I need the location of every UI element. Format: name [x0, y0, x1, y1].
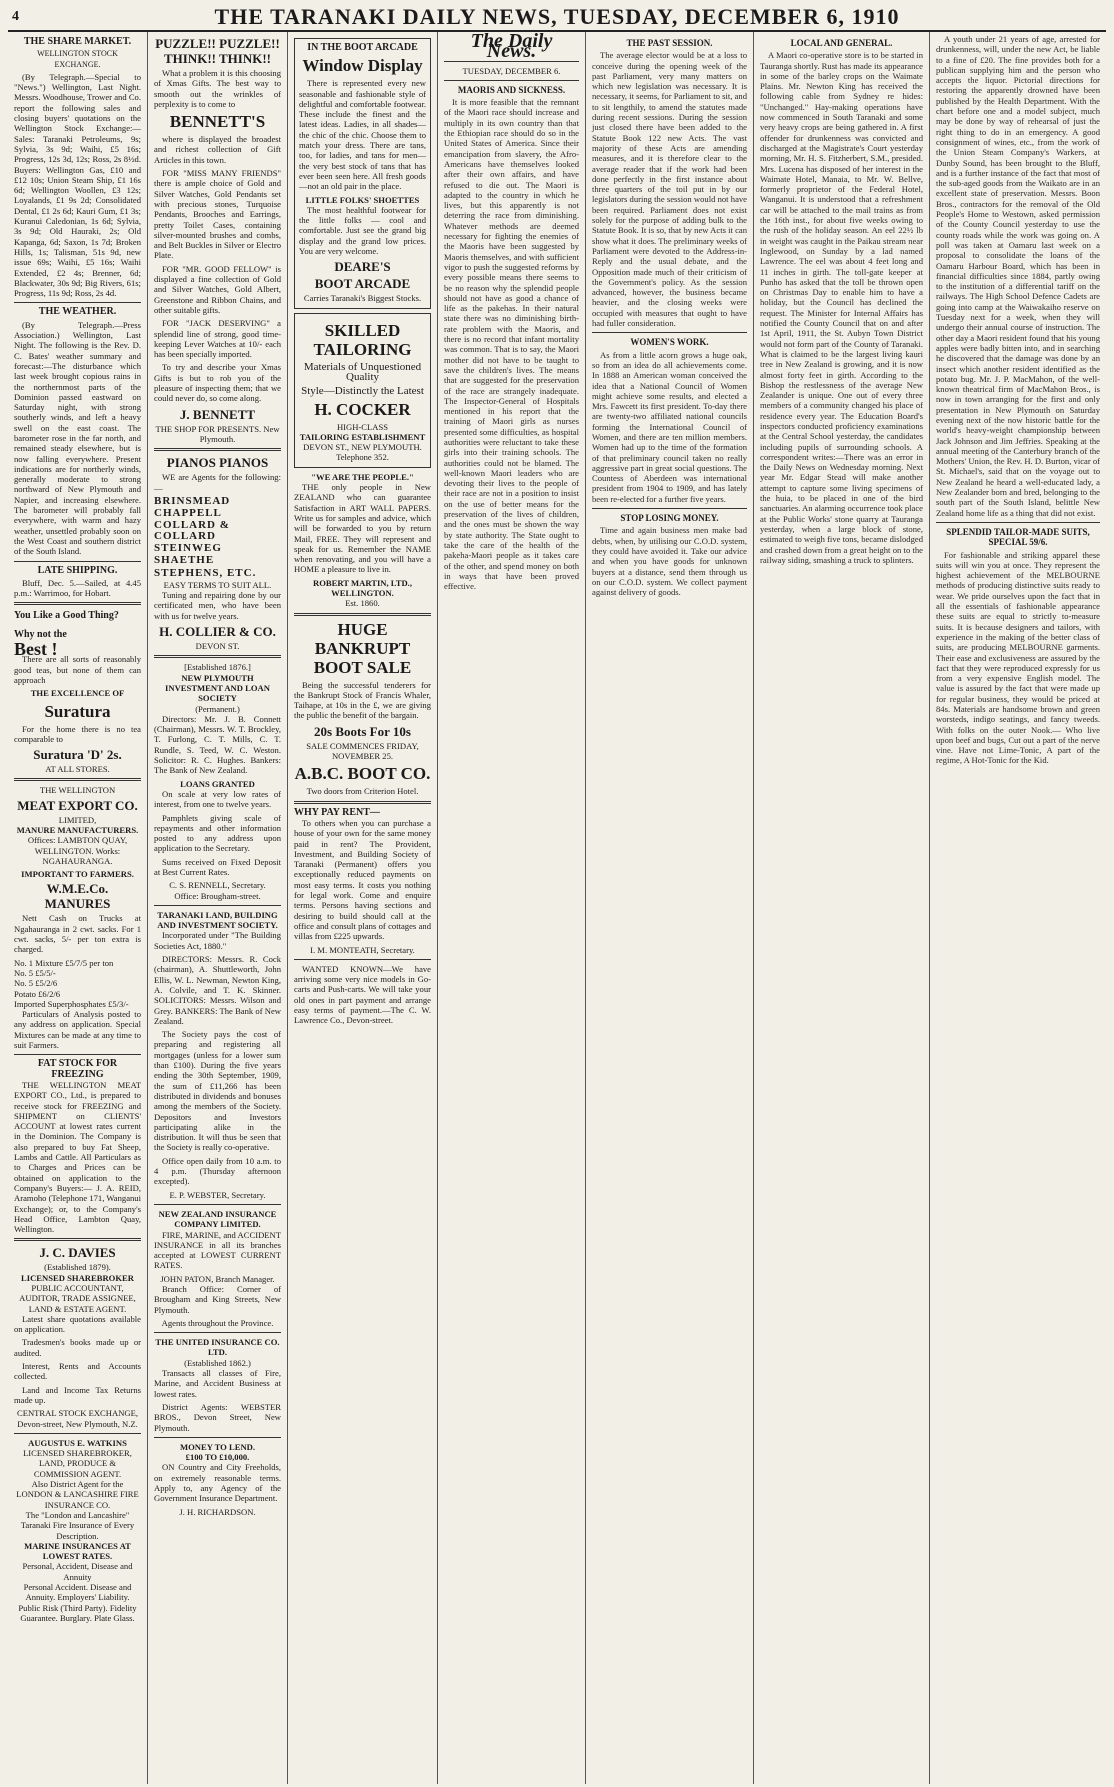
- shoettes-title: LITTLE FOLKS' SHOETTES: [305, 194, 420, 205]
- local-general-heading: LOCAL AND GENERAL.: [790, 38, 893, 48]
- piano-brands: [154, 496, 281, 578]
- boots-title: 20s Boots For 10s: [314, 723, 411, 739]
- nz-insurance-title: NEW ZEALAND INSURANCE COMPANY LIMITED.: [158, 1208, 277, 1230]
- bennetts-title: BENNETT'S: [169, 112, 266, 132]
- district-text: District Agents: WEBSTER BROS., Devon Street, New Plymouth.: [154, 1401, 281, 1433]
- pianos-title: PIANOS PIANOS: [166, 455, 269, 471]
- weather-heading: THE WEATHER.: [38, 306, 117, 318]
- watkins-agent: Also District Agent for the LONDON & LANCASHIRE FIRE INSURANCE CO.: [16, 1479, 139, 1510]
- tailoring-line: TAILORING ESTABLISHMENT: [299, 431, 426, 442]
- masthead-title: THE TARANAKI DAILY NEWS, TUESDAY, DECEMBER 6, 1910: [214, 4, 900, 29]
- brand-item: SHAETHE: [154, 554, 215, 567]
- stock-exchange-subhead: WELLINGTON STOCK EXCHANGE.: [37, 49, 118, 69]
- daily-news-title: The Daily News.: [470, 32, 553, 63]
- in-boot-arcade: IN THE BOOT ARCADE: [307, 42, 418, 53]
- bennetts-text: where is displayed the broadest and richest collection of Gift Articles in this town.: [154, 134, 281, 165]
- best-text: There are all sorts of reasonably good teas, but none of them can approach: [14, 654, 141, 685]
- womens-work-heading: WOMEN'S WORK.: [630, 337, 709, 348]
- weather-text: (By Telegraph.—Press Association.) Wellington, Last Night. The following is the Rev. D. C. Bates' weather summary and forecast:—The disturbance which last week brought copious rains in the northernmost parts of the Dominion passed eastward on Saturday night, with strong southerly winds, and left a heavy swell on the east coast. The barometer rose in the far north, and remained steady elsewhere, but is now falling everywhere. Present indications are for northerly winds, generally moderate to strong northward of New Plymouth and Napier, and increasing elsewhere. The barometer will probably fall everywhere, with warm and hazy weather, unsettled probably soon on the West Coast and southern district of the South Island.: [14, 319, 141, 557]
- watkins-text: LICENSED SHAREBROKER, LAND, PRODUCE & COMMISSION AGENT.: [23, 1448, 132, 1479]
- puzzle-text: What a problem it is this choosing of Xmas Gifts. The best way to smooth out the wrinkles of perplexity is to come to: [154, 68, 281, 109]
- column-7: [930, 32, 1106, 1784]
- branch-text: Branch Office: Corner of Brougham and King Streets, New Plymouth.: [154, 1283, 281, 1315]
- column-6: [754, 32, 930, 1784]
- column-3: [288, 32, 438, 1784]
- column-4: [438, 32, 586, 1784]
- personal-line: Personal, Accident, Disease and Annuity: [22, 1561, 133, 1582]
- boot-arcade-title: BOOT ARCADE: [314, 276, 411, 292]
- window-text: There is represented every new seasonable and fashionable style of delightful and comfortable footwear. These include the finest and the latest ideas. Ladies, in all shades—the chic of the chic. Choose them to match your dress. There are tans, too, for ladies, and tans for men—the very best stock of tans that has ever been seen here. All fresh goods—not an old pair in the place.: [299, 78, 426, 192]
- sharebroker-land: Land and Income Tax Returns made up.: [14, 1384, 141, 1405]
- share-market-text: (By Telegraph.—Special to "News.") Wellington, Last Night. Messrs. Woodhouse, Trower and Co. report the following sales and closing buyers' quotations on the Wellington Stock Exchange:—Sales: Taranaki Petroleums, 9s; Sylvia, 3s 9d; Waihi, £5 16s; Progress, 12s 3d, 12s; Ross, 2s 8½d. Buyers: Wellington Gas, £10 and £12 10s; Union Steam Ship, £1 16s 6d; Wellington Woollen, £3 12s; Loyalands, £1 9s 2d; Consolidated Dental, £1 2s 6d; Kauri Gum, £1 3s; Kuranui Caledonian, 1s 6d; Sylvia, 3s 9d; Old Hauraki, 2s; Old Kapanga, 6d; Saxon, 1s 7d; Broken Hills, 1s; Talisman, 51s 9d, new issue 69s; Waihi, £5 16s; Waihi Extended, £2 4s; Brenner, 6d; Blackwater, 30s 9d; Big Rivers, 61s; Progress, 11s 9d; Ross, 2s 4d.: [14, 71, 141, 299]
- local-general-text: A Maori co-operative store is to be started in Tauranga shortly. Rust has made its appearance in some of the barley crops on the Waimate Plains. Mr. Newton King has received the following cable from Sydney re hides: "Unchanged." Hay-making operations have now commenced in South Taranaki and some very heavy crops are being gathered in. A first offender for drunkenness was convicted and discharged at the Magistrate's Court yesterday morning, Mr. H. S. Fitzherbert, S.M., presided. Mrs. Lucena has disposed of her interest in the Waimate Hotel, Manaia, to Mr. W. Bellve, formerly proprietor of the Federal Hotel, Wanganui. It is understood that a refreshment car will be attached to the mail trains as from the 16th inst., for about five weeks owing to the rush of the holiday season. An eel 22½ lb in weight was caught in the Paikau stream near Inglewood, on Sunday by a lad named Lawrence. The eel was about 4 feet long and 11 inches in girth. The toll-gate keeper at Punho has asked that the toll be thrown open on Christmas Day to enable him to have a holiday, but the Council has declined the request. The Minister for Internal Affairs has notified the County Council that on and after 1st April, 1911, the St. Aubyn Town District would not form part of the County of Taranaki. What is claimed to be the largest living kauri tree in New Zealand is growing, and it is now almost forty feet in girth. According to the Bishop the restlessness of the average New Zealander is unique. One out of every three members of a community changed his place of residence every year. The Education Board's inspectors conducted proficiency examinations at the Central School yesterday, the candidates including pupils of surrounding schools. A correspondent writes:—There was an error in the Daily News on Wednesday morning. Next year Mr. Edgar Stead will make another attempt to capture some living specimens of the huia, to be placed in one of the bird sanctuaries. An alarming occurrence took place at the Public Works' stone quarry at Tauranga yesterday, when a large block of stone, estimated to weigh five tons, became dislodged and crashed down from a great height on to the railway siding, smashing a truck to splinters.: [760, 50, 924, 565]
- editorial-heading: MAORIS AND SICKNESS.: [457, 84, 566, 95]
- fatstock-title: FAT STOCK FOR FREEZING: [37, 1058, 118, 1080]
- meat-export-title: MEAT EXPORT CO.: [17, 797, 138, 813]
- tlb-text: Incorporated under "The Building Societies Act, 1880.": [154, 930, 281, 951]
- past-session-text: The average elector would be at a loss to conceive during the opening week of the past Parliament, very many matters on which new legislation was necessary. It is necessary, it seems, for Parliament to sit, and to sit lengthily, to amend the statutes made during recent sessions. During the session just closed there have been added to the Statute Book 122 new Acts. The vast majority of these Acts are amending measures, and it is therefore clear to the average reader that if the work had been done perfectly in the first instance about three quarters of the toil put in by our legislators during the session would not have been required. Parliament does not exist solely for the purpose of adding bulk to the Statute Book. It is so, that by new Acts it can show what it does. The preliminary weeks of Parliament were devoted to the Address-in-Reply and the usual debate, and the Opposition made much of their criticism of the Government's policy. As the session advanced, however, the business became heavier, and the closing weeks were occupied with measures that ought to have had fuller consideration.: [592, 50, 747, 329]
- tlb-hours: Office open daily from 10 a.m. to 4 p.m. (Thursday afternoon excepted).: [154, 1155, 281, 1187]
- offices-line: Offices: LAMBTON QUAY, WELLINGTON. Works: NGAHAURANGA.: [27, 835, 128, 866]
- loans-text: On scale at very low rates of interest, from one to twelve years.: [154, 788, 281, 810]
- sharebroker-text: PUBLIC ACCOUNTANT, AUDITOR, TRADE ASSIGNEE, LAND & ESTATE AGENT.: [19, 1282, 136, 1314]
- stop-losing-text: Time and again business men make bad debts, when, by utilising our C.O.D. system, they could have avoided it. Take our advice and when you have goods for unknown buyers at a distance, send them through us on our C.O.D. system. We collect payment against delivery of goods.: [592, 525, 747, 598]
- carries-line: Carries Taranaki's Biggest Stocks.: [303, 293, 422, 304]
- price-super: Imported Superphosphates £5/3/-: [14, 998, 129, 1009]
- important-line: IMPORTANT TO FARMERS.: [21, 869, 134, 880]
- suratura-d-title: Suratura 'D' 2s.: [33, 747, 122, 763]
- why-rent-title: WHY PAY RENT—: [294, 806, 380, 818]
- tel-line: Telephone 352.: [336, 452, 389, 463]
- deare-title: DEARE'S: [334, 259, 391, 275]
- central-exchange: CENTRAL STOCK EXCHANGE, Devon-street, New Plymouth, N.Z.: [16, 1408, 139, 1429]
- paton-line: JOHN PATON, Branch Manager.: [160, 1273, 275, 1284]
- highclass-line: HIGH-CLASS: [336, 421, 389, 432]
- manure-text: Nett Cash on Trucks at Ngahauranga in 2 cwt. sacks. For 1 cwt. sacks, 5/- per ton extra is charged.: [14, 913, 141, 955]
- wanted-text: WANTED KNOWN—We have arriving some very nice models in Go-carts and Push-carts. We will take your old ones in part payment and arrange easy terms of payment.—The C. W. Lawrence Co., Devon-street.: [294, 963, 431, 1026]
- fire-text: FIRE, MARINE, and ACCIDENT INSURANCE in all its branches accepted at LOWEST CURRENT RATES.: [154, 1229, 281, 1271]
- bennett-name: J. BENNETT: [179, 406, 256, 422]
- analysis-text: Particulars of Analysis posted to any address on application. Special Mixtures can be made at any time to suit Farmers.: [14, 1009, 141, 1051]
- brand-item: CHAPPELL: [154, 507, 222, 520]
- skilled-tailoring-title: SKILLED TAILORING: [313, 320, 412, 359]
- est-1862: (Established 1862.): [184, 1357, 251, 1368]
- money-title: MONEY TO LEND.: [179, 1441, 256, 1452]
- limited-line: LIMITED,: [58, 814, 97, 825]
- womens-work-text: As from a little acorn grows a huge oak, so from an idea do all achievements come. In 1888 an American woman conceived the idea that a National Council of Women might achieve some results, and elected a Mrs. Fawcett its first president. To-day there are twenty-two affiliated national councils forming the International Council of Women, and there are ten million members. Women had up to the time of the formation of that preliminary council taken no really aggressive part in great social questions. The Countess of Aberdeen was international president from 1904 to 1909, and has lately been re-elected for a further five years.: [592, 349, 747, 504]
- personal-list: Personal Accident. Disease and Annuity. Employers' Liability. Public Risk (Third Party). Fidelity Guarantee. Burglary. Plate Glass.: [18, 1582, 137, 1623]
- estab-1876: [Established 1876.]: [184, 662, 251, 673]
- davies-est: (Established 1879).: [44, 1262, 111, 1273]
- cocker-title: H. COCKER: [314, 399, 411, 419]
- wmeco-title: W.M.E.Co. MANURES: [44, 881, 111, 912]
- easy-terms: EASY TERMS TO SUIT ALL.: [163, 579, 272, 590]
- tlb-directors: DIRECTORS: Messrs. R. Cock (chairman), A. Shuttleworth, John Ellis, W. L. Newman, Newton King, A. Colvile, and T. K. Skinner. SOLICITORS: Messrs. Wilson and Grey. BANKERS: The Bank of New Zealand.: [154, 954, 281, 1026]
- column-1: [8, 32, 148, 1784]
- tuning-text: Tuning and repairing done by our certificated men, who have been with us for twelve years.: [154, 590, 281, 621]
- devon-line: DEVON ST., NEW PLYMOUTH.: [303, 442, 422, 453]
- fatstock-text: THE WELLINGTON MEAT EXPORT CO., Ltd., is prepared to receive stock for FREEZING and SHIPMENT on CLIENTS' ACCOUNT at lowest rates current in the Dominion. The Company is also prepared to buy Fat Sheep, Lambs and Cattle. All Particulars as to Charges and Prices can be obtained on application to the Company's Buyers:— J. A. REID, Aramoho (Telephone 171, Wanganui Exchange); or, to the Company's Head Office, Lambton Quay, Wellington.: [14, 1079, 141, 1235]
- share-market-heading: THE SHARE MARKET.: [23, 36, 132, 47]
- page-number: 4: [12, 9, 19, 24]
- why-text: To others when you can purchase a house of your own for the same money paid in rent? The Provident, Investment, and Building Society of Taranaki (Permanent) offers you exceptionally reduced payments on most easy terms. It costs you nothing for legal work. Come and enquire terms. Persons having sections and desiring to build should call at the office and consult plans of cottages and villas from £225 upwards.: [294, 817, 431, 942]
- shipping-text: Bluff, Dec. 5.—Sailed, at 4.45 p.m.: Warrimoo, for Hobart.: [14, 577, 141, 599]
- stop-losing-heading: STOP LOSING MONEY.: [620, 513, 719, 524]
- watkins-ltd: The "London and Lancashire" Taranaki Fire Insurance of Every Description.: [20, 1509, 135, 1541]
- presents-line: THE SHOP FOR PRESENTS. New Plymouth.: [155, 423, 280, 444]
- money-amount: £100 TO £10,000.: [185, 1452, 250, 1463]
- directors-text: Directors: Mr. J. B. Connett (Chairman), Messrs. W. T. Brockley, T. Furlong, C. T. Mills, C. T. Rundle, S. Teed, W. C. Weston. Solicitor: R. C. Hughes. Bankers: The Bank of New Zealand.: [154, 713, 281, 776]
- best-line: Best !: [14, 639, 58, 660]
- people-title: "WE ARE THE PEOPLE.": [311, 471, 414, 482]
- price-no5b: No. 5 £5/2/6: [14, 978, 58, 989]
- np-permanent: (Permanent.): [195, 703, 240, 714]
- brand-item: COLLARD & COLLARD: [154, 519, 230, 542]
- shoettes-text: The most healthful footwear for the little folks — cool and comfortable. Just see the grand big display and the grand low prices. You are very welcome.: [299, 204, 426, 257]
- est-1860: Est. 1860.: [345, 598, 380, 609]
- huge-sale-title: HUGE BANKRUPT BOOT SALE: [313, 619, 412, 677]
- puzzle-title: PUZZLE!! PUZZLE!! THINK!! THINK!!: [155, 36, 280, 66]
- column-2: [148, 32, 288, 1784]
- marine-line: MARINE INSURANCES AT LOWEST RATES.: [24, 1540, 131, 1562]
- price-potato: Potato £6/2/6: [14, 988, 61, 999]
- robert-line: ROBERT MARTIN, LTD., WELLINGTON.: [313, 577, 412, 598]
- window-display-ad: [294, 38, 431, 309]
- splendid-suits-heading: SPLENDID TAILOR-MADE SUITS, SPECIAL 59/6.: [946, 526, 1090, 548]
- agents-line: WE are Agents for the following:—: [154, 472, 281, 493]
- many-friends-text: FOR "MISS MANY FRIENDS" there is ample choice of Gold and Silver Watches, Gold Pendants set with precious stones, Turquoise Pendants, Brooches and Earrings, pretty Toilet Cases, containing silver-mounted brushes and combs, and Belt Buckles in Silver or Electro Plate.: [154, 168, 281, 261]
- try-text: To try and describe your Xmas Gifts is but to rob you of the pleasure of inspecting them; that we could never do, so come along.: [154, 362, 281, 404]
- davies-title: J. C. DAVIES: [39, 1245, 116, 1261]
- sharebroker-trades: Tradesmen's books made up or audited.: [14, 1337, 141, 1358]
- past-session-heading: THE PAST SESSION.: [626, 38, 713, 48]
- money-text: ON Country and City Freeholds, on extremely reasonable terms. Apply to, any Agency of the Government Insurance Department.: [154, 1462, 281, 1504]
- wellington-line: THE WELLINGTON: [39, 785, 116, 796]
- price-no1: No. 1 Mixture £5/7/5 per ton: [14, 957, 114, 968]
- window-display-title: Window Display: [302, 56, 423, 76]
- late-shipping-heading: LATE SHIPPING.: [37, 564, 118, 576]
- sale-line: SALE COMMENCES FRIDAY, NOVEMBER 25.: [306, 740, 419, 762]
- style-line: Style—Distinctly the Latest: [301, 385, 424, 398]
- brand-item: STEINWEG: [154, 541, 222, 554]
- brand-item: STEPHENS, ETC.: [154, 566, 257, 579]
- column-5: [586, 32, 754, 1784]
- richardson-line: J. H. RICHARDSON.: [179, 1506, 256, 1517]
- tailoring-ad: [294, 313, 431, 468]
- loans-title: LOANS GRANTED: [180, 778, 255, 789]
- excellence-line: THE EXCELLENCE OF: [30, 688, 125, 699]
- tlb-title: TARANAKI LAND, BUILDING AND INVESTMENT SOCIETY.: [157, 909, 278, 931]
- abc-title: A.B.C. BOOT CO.: [294, 764, 431, 784]
- pamphlets-text: Pamphlets giving scale of repayments and other information posted to any address upon application to the Secretary.: [154, 812, 281, 854]
- people-text: THE only people in New ZEALAND who can guarantee Satisfaction in ART WALL PAPERS. Write us for samples and advice, which will be forwarded to you by return Mail, FREE. They will represent and speak for us. Remember the NAME when renovating, and you will have a HOME a pleasure to live in.: [294, 482, 431, 575]
- columns: [8, 32, 1106, 1784]
- editorial-date: TUESDAY, DECEMBER 6.: [462, 65, 561, 76]
- huge-text: Being the successful tenderers for the Bankrupt Stock of Francis Whaler, Taihape, at 10s in the £, we are giving the public the benefit of the bargain.: [294, 679, 431, 721]
- collier-title: H. COLLIER & CO.: [159, 624, 276, 640]
- office-line: Office: Brougham-street.: [174, 890, 261, 901]
- jack-text: FOR "JACK DESERVING" a splendid line of strong, good time-keeping Lever Watches at 10/- each has been specially imported.: [154, 318, 281, 360]
- np-investment-title: NEW PLYMOUTH INVESTMENT AND LOAN SOCIETY: [165, 672, 270, 704]
- sums-text: Sums received on Fixed Deposit at Best Current Rates.: [154, 856, 281, 877]
- sharebroker-line: LICENSED SHAREBROKER: [21, 1272, 134, 1283]
- suratura-title: Suratura: [44, 701, 111, 721]
- union-title: THE UNITED INSURANCE CO. LTD.: [155, 1337, 280, 1358]
- watkins-title: AUGUSTUS E. WATKINS: [28, 1437, 127, 1448]
- agents-province: Agents throughout the Province.: [161, 1317, 274, 1328]
- price-no5: No. 5 £5/5/-: [14, 967, 56, 978]
- tlb-society: The Society pays the cost of preparing and registering all mortgages (unless for a lower sum than £100). During the five years ending the 30th September, 1909, the sum of £11,266 has been distributed in dividends and bonuses among the members of the Society. Depositors and Investors participating alike in the distribution. It will thus be seen that the Society is really co-operative.: [154, 1029, 281, 1153]
- sharebroker-latest: Latest share quotations available on application.: [14, 1313, 141, 1335]
- two-doors: Two doors from Criterion Hotel.: [306, 786, 419, 797]
- home-text: For the home there is no tea comparable to: [14, 723, 141, 744]
- rennell-line: C. S. RENNELL, Secretary.: [169, 880, 266, 891]
- webster-line: E. P. WEBSTER, Secretary.: [169, 1189, 266, 1200]
- collier-address: DEVON ST.: [195, 641, 240, 652]
- materials-line: Materials of Unquestioned Quality: [303, 360, 422, 383]
- why-not-line: Why not the: [14, 628, 67, 640]
- sharebroker-interest: Interest, Rents and Accounts collected.: [14, 1361, 141, 1382]
- transacts-text: Transacts all classes of Fire, Marine, and Accident Business at lowest rates.: [154, 1368, 281, 1399]
- brand-item: BRINSMEAD: [154, 494, 231, 507]
- manure-line: MANURE MANUFACTURERS.: [16, 825, 139, 835]
- monteath-line: I. M. MONTEATH, Secretary.: [310, 944, 415, 955]
- masthead: [8, 4, 1106, 32]
- stores-line: AT ALL STORES.: [45, 764, 110, 775]
- good-fellow-text: FOR "MR. GOOD FELLOW" is displayed a fine collection of Gold and Silver Watches, Gold Albert, Greenstone and Ribbon Chains, and other suitable gifts.: [154, 263, 281, 315]
- splendid-suits-text: For fashionable and striking apparel these suits will win you at once. They represent the highest achievement of the MELBOURNE methods of producing distinctive suits ready to wear. We pride ourselves upon the fact that in all the essentials of fashionable appearance these suits are equal to strictly to-measure suits. It is because designers and tailors, with experience in the making of the better class of suits, are producing MELBOURNE garments. Their ease and exclusiveness are assured by the fact that they were reproduced expressly for us from a very expensive English model. The value is assured by the fact that were made up for regular business, they would be priced at 84s. Materials are handsome brown and green worsteds, indigo seatings, and fancy tweeds. With folks on the outer Nook.— Who live upon beef and bugs, Cut out a part of the nerve vine. Have not Lime-Tonic, A part of the regime, A Hot-Tonic for the Kid.: [936, 549, 1100, 766]
- news-items-text: A youth under 21 years of age, arrested for drunkenness, will, under the new Act, be liable to a fine of £20. The fine provides both for a publican supplying him and the person who accepts the liquor. Pictorial directions for restoring the apparently drowned have been published by the Health Department. With the chart before one and a model subject, much may be done by way of rehearsal of just the right thing to do in an emergency. A good consignment of wines, etc., from the work of the Union Steam Company's Warkers, at Dunby Sound, has been brought to the Bluff, and is a further instance of the fact that most of the sub-aged goods from the Waikato are in an excellent state of preservation. Messrs. Boon Bros., contractors for the removal of the Old People's Home to Westown, asked permission of the County Council yesterday to use the county roads while the work was going on. A poll was taken at Oamaru last week on a proposal to consolidate the loans of the Oamaru Harbour Board, which has been in financial difficulties since 1884, partly owing to the institution of a differential tariff on the railways. The High School Defence Cadets are going into camp at the Waiwakaiho reserve on Tuesday next for a week, when they will undergo their annual course of instruction. The other day a Maori resident found that his young apples were badly bitten into, and in searching he discovered that the damage was done by an insect which another resident identified as the potato bug. Mr. J. P. MacMahon, of the well-known theatrical firm of MacMahon Bros., is now in town arranging for the first and only presentation in New Plymouth on Saturday evening next of the now historic battle for the world's heavy-weight championship between Jack Johnson and Jim Jeffries. Speaking at the annual meeting of the Canterbury branch of the Mothers' Union, the Rev. H. D. Burton, vicar of St. Michael's, said that on the voyage out to New Zealand he heard a well-educated lady, a New Zealander born and bred, belonging to the south part of the South Island, belittle New Zealand home life as a thing that did not exist.: [936, 34, 1101, 518]
- good-thing-line: You Like a Good Thing?: [14, 610, 119, 622]
- editorial-text: It is more feasible that the remnant of the Maori race should increase and multiply in its own country than that the Ethiopian race should do so in the United States of America. Since their emancipation from slavery, the Afro-Americans have themselves looked after their own affairs, and have refused to die out. The Maori is adapted to the country in which he lives, but this apparently is not deterring the race from diminishing. Whatever methods are deemed necessary for fighting the enemies of the Maoris have been suggested by Maoris themselves, and with sufficient vigor to push the suggested reforms by every possible means there seems to be no reason why the splendid people should not have as good a chance of life as the pakehas. In their natural state there was no diminishing birth-rate problem with the Maoris, and there is no record that infant mortality was common. That is to say, the Maori mother did not have to be taught to save the children's lives. The means that are suggested for the preservation of the race are strangely inadequate. The Inspector-General of Hospitals mentioned in his report that the training of Maori girls as nurses presented some difficulties, as hospital authorities were reluctant to take these girls into their training schools. The authorities could not be blamed. The well-known Maori leaders who are devoting their lives to the people of their race are not in a position to insist on the use of better means for the preservation of the lives of children, and the ones must be shown the way by state authority. The State ought to take the care of the health of the pakeha-Maori people as it takes care of the other, and spend money on both in ways that have been proved effective.: [444, 97, 579, 592]
